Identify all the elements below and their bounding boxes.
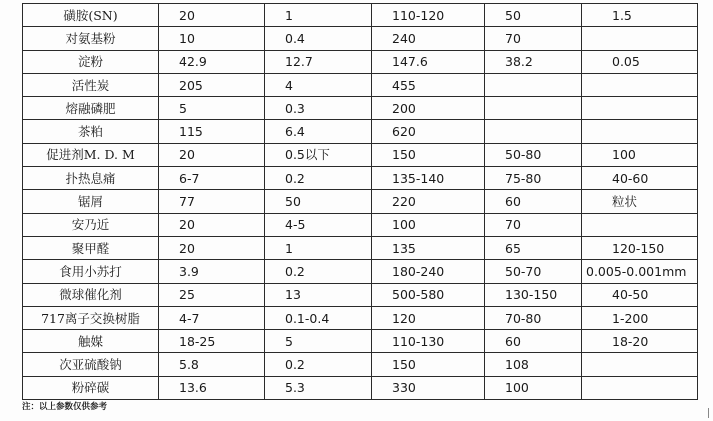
value-col-6-cell: 1.5 (582, 4, 698, 27)
table-row (23, 376, 698, 399)
material-name-cell: 茶粕 (23, 120, 159, 143)
value-col-3-cell: 0.2 (265, 353, 372, 376)
value-col-4-cell: 150 (372, 143, 485, 166)
material-name-cell: 熔融磷肥 (23, 97, 159, 120)
material-name-cell: 次亚硫酸钠 (23, 353, 159, 376)
value-col-5-cell: 50 (485, 4, 582, 27)
table-row (23, 260, 698, 283)
value-col-2-cell: 18-25 (159, 330, 265, 353)
value-col-3-cell: 4-5 (265, 213, 372, 236)
value-col-3-cell: 0.3 (265, 97, 372, 120)
value-col-4-cell: 455 (372, 73, 485, 96)
value-col-3-cell: 0.1-0.4 (265, 306, 372, 329)
table-row (23, 73, 698, 96)
value-col-6-cell: 0.05 (582, 50, 698, 73)
table-row (23, 50, 698, 73)
value-col-4-cell: 150 (372, 353, 485, 376)
value-col-2-cell: 5.8 (159, 353, 265, 376)
value-col-3-cell: 0.2 (265, 260, 372, 283)
value-col-2-cell: 5 (159, 97, 265, 120)
table-row (23, 4, 698, 27)
value-col-4-cell: 110-120 (372, 4, 485, 27)
value-col-2-cell: 115 (159, 120, 265, 143)
value-col-4-cell: 120 (372, 306, 485, 329)
material-name-cell: 促进剂M. D. M (23, 143, 159, 166)
parameter-table (22, 3, 698, 400)
value-col-5-cell: 100 (485, 376, 582, 399)
table-row (23, 330, 698, 353)
value-col-2-cell: 205 (159, 73, 265, 96)
value-col-2-cell: 25 (159, 283, 265, 306)
value-col-6-cell: 18-20 (582, 330, 698, 353)
value-col-6-cell (582, 353, 698, 376)
value-col-4-cell: 200 (372, 97, 485, 120)
value-col-3-cell: 5.3 (265, 376, 372, 399)
value-col-5-cell: 108 (485, 353, 582, 376)
value-col-5-cell: 70 (485, 27, 582, 50)
value-col-5-cell: 130-150 (485, 283, 582, 306)
footnote: 注：以上参数仅供参考 (22, 402, 108, 412)
material-name-cell: 对氨基粉 (23, 27, 159, 50)
value-col-3-cell: 12.7 (265, 50, 372, 73)
value-col-5-cell: 50-70 (485, 260, 582, 283)
table-row (23, 306, 698, 329)
value-col-3-cell: 6.4 (265, 120, 372, 143)
value-col-4-cell: 220 (372, 190, 485, 213)
value-col-5-cell (485, 120, 582, 143)
material-name-cell: 安乃近 (23, 213, 159, 236)
material-name-cell: 扑热息痛 (23, 167, 159, 190)
value-col-4-cell: 620 (372, 120, 485, 143)
value-col-2-cell: 77 (159, 190, 265, 213)
value-col-3-cell: 5 (265, 330, 372, 353)
value-col-5-cell: 38.2 (485, 50, 582, 73)
value-col-2-cell: 20 (159, 213, 265, 236)
table-row (23, 97, 698, 120)
value-col-4-cell: 135-140 (372, 167, 485, 190)
value-col-4-cell: 500-580 (372, 283, 485, 306)
value-col-4-cell: 180-240 (372, 260, 485, 283)
value-col-6-cell (582, 97, 698, 120)
value-col-4-cell: 147.6 (372, 50, 485, 73)
value-col-4-cell: 135 (372, 236, 485, 259)
value-col-6-cell: 粒状 (582, 190, 698, 213)
material-name-cell: 微球催化剂 (23, 283, 159, 306)
value-col-2-cell: 20 (159, 4, 265, 27)
value-col-5-cell (485, 97, 582, 120)
material-name-cell: 淀粉 (23, 50, 159, 73)
value-col-2-cell: 4-7 (159, 306, 265, 329)
table-row (23, 353, 698, 376)
value-col-3-cell: 0.4 (265, 27, 372, 50)
value-col-2-cell: 10 (159, 27, 265, 50)
value-col-4-cell: 100 (372, 213, 485, 236)
value-col-6-cell: 1-200 (582, 306, 698, 329)
value-col-2-cell: 42.9 (159, 50, 265, 73)
value-col-3-cell: 0.2 (265, 167, 372, 190)
value-col-5-cell: 70 (485, 213, 582, 236)
value-col-5-cell: 75-80 (485, 167, 582, 190)
table-row (23, 167, 698, 190)
table-row (23, 190, 698, 213)
value-col-6-cell: 0.005-0.001mm (582, 260, 698, 283)
material-name-cell: 聚甲醛 (23, 236, 159, 259)
value-col-6-cell (582, 213, 698, 236)
value-col-2-cell: 20 (159, 236, 265, 259)
table-row (23, 143, 698, 166)
material-name-cell: 717离子交换树脂 (23, 306, 159, 329)
value-col-6-cell: 40-60 (582, 167, 698, 190)
value-col-4-cell: 110-130 (372, 330, 485, 353)
value-col-2-cell: 3.9 (159, 260, 265, 283)
table-row (23, 27, 698, 50)
value-col-3-cell: 1 (265, 236, 372, 259)
value-col-4-cell: 330 (372, 376, 485, 399)
material-name-cell: 粉碎碳 (23, 376, 159, 399)
material-name-cell: 食用小苏打 (23, 260, 159, 283)
parameter-table-body (23, 4, 698, 400)
table-row (23, 120, 698, 143)
value-col-2-cell: 6-7 (159, 167, 265, 190)
value-col-6-cell (582, 376, 698, 399)
value-col-3-cell: 4 (265, 73, 372, 96)
value-col-5-cell: 50-80 (485, 143, 582, 166)
scan-artifact (708, 408, 709, 418)
value-col-4-cell: 240 (372, 27, 485, 50)
material-name-cell: 活性炭 (23, 73, 159, 96)
value-col-5-cell: 65 (485, 236, 582, 259)
value-col-5-cell: 60 (485, 330, 582, 353)
value-col-3-cell: 0.5以下 (265, 143, 372, 166)
value-col-5-cell: 70-80 (485, 306, 582, 329)
value-col-3-cell: 50 (265, 190, 372, 213)
table-row (23, 213, 698, 236)
material-name-cell: 触媒 (23, 330, 159, 353)
value-col-5-cell (485, 73, 582, 96)
material-name-cell: 锯屑 (23, 190, 159, 213)
value-col-5-cell: 60 (485, 190, 582, 213)
value-col-3-cell: 1 (265, 4, 372, 27)
value-col-2-cell: 13.6 (159, 376, 265, 399)
value-col-6-cell (582, 120, 698, 143)
value-col-6-cell (582, 27, 698, 50)
value-col-6-cell: 100 (582, 143, 698, 166)
value-col-2-cell: 20 (159, 143, 265, 166)
value-col-6-cell: 120-150 (582, 236, 698, 259)
table-row (23, 236, 698, 259)
material-name-cell: 磺胺(SN) (23, 4, 159, 27)
table-row (23, 283, 698, 306)
value-col-6-cell (582, 73, 698, 96)
value-col-3-cell: 13 (265, 283, 372, 306)
value-col-6-cell: 40-50 (582, 283, 698, 306)
